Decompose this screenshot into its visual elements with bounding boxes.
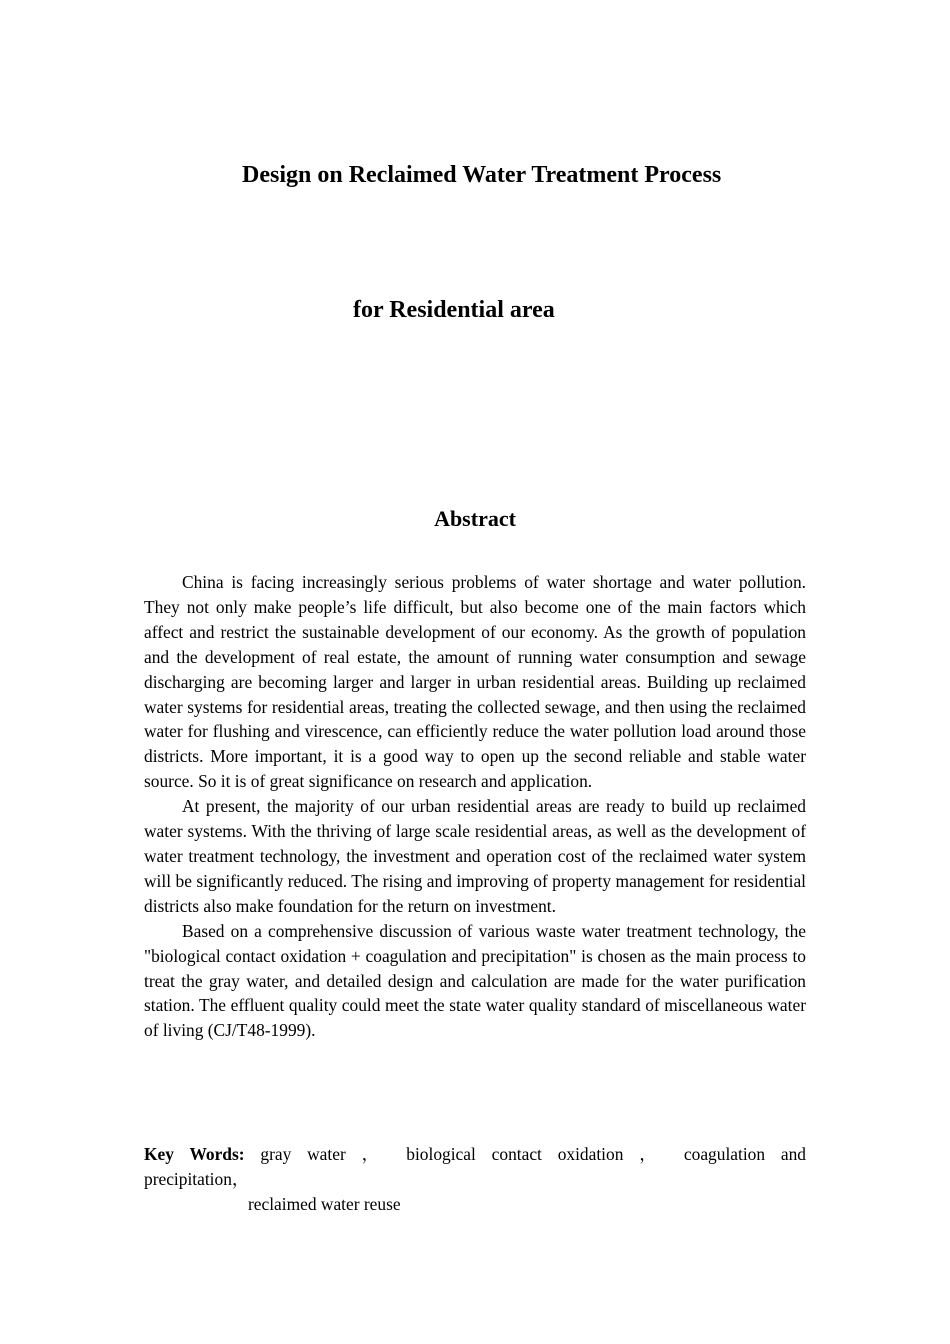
keywords-label: Key Words:: [144, 1144, 245, 1164]
abstract-paragraph-1: China is facing increasingly serious problems of water shortage and water pollution. They not only make people’s life difficult, but also become one of the main factors which affect and restrict the sustainable development of our economy. As the growth of population and the development of real estate, the amount of running water consumption and sewage discharging are becoming larger and larger in urban residential areas. Building up reclaimed water systems for residential areas, treating the collected sewage, and then using the reclaimed water for flushing and virescence, can efficiently reduce the water pollution load around those districts. More important, it is a good way to open up the second reliable and stable water source. So it is of great significance on research and application.: [144, 572, 806, 792]
keywords-text-1: gray water ， biological contact oxidation ， coagulation and: [260, 1144, 806, 1164]
document-title-line-1: Design on Reclaimed Water Treatment Process: [242, 162, 722, 188]
keywords-line-2: precipitation，: [144, 1168, 250, 1189]
keywords-line-1: [144, 1142, 806, 1167]
abstract-paragraph-2: At present, the majority of our urban residential areas are ready to build up reclaimed water systems. With the thriving of large scale residential areas, as well as the development of water treatment technology, the investment and operation cost of the reclaimed water system will be significantly reduced. The rising and improving of property management for residential districts also make foundation for the return on investment.: [144, 796, 806, 916]
keywords-section: [144, 1142, 806, 1217]
abstract-heading: Abstract: [434, 506, 516, 531]
abstract-body: [144, 570, 806, 1043]
document-title-line-2: for Residential area: [353, 297, 555, 323]
abstract-paragraph-3: Based on a comprehensive discussion of various waste water treatment technology, the "biological contact oxidation + coagulation and precipitation" is chosen as the main process to treat the gray water, and detailed design and calculation are made for the water purification station. The effluent quality could meet the state water quality standard of miscellaneous water of living (CJ/T48-1999).: [144, 920, 806, 1041]
keywords-line-3: reclaimed water reuse: [248, 1193, 401, 1214]
